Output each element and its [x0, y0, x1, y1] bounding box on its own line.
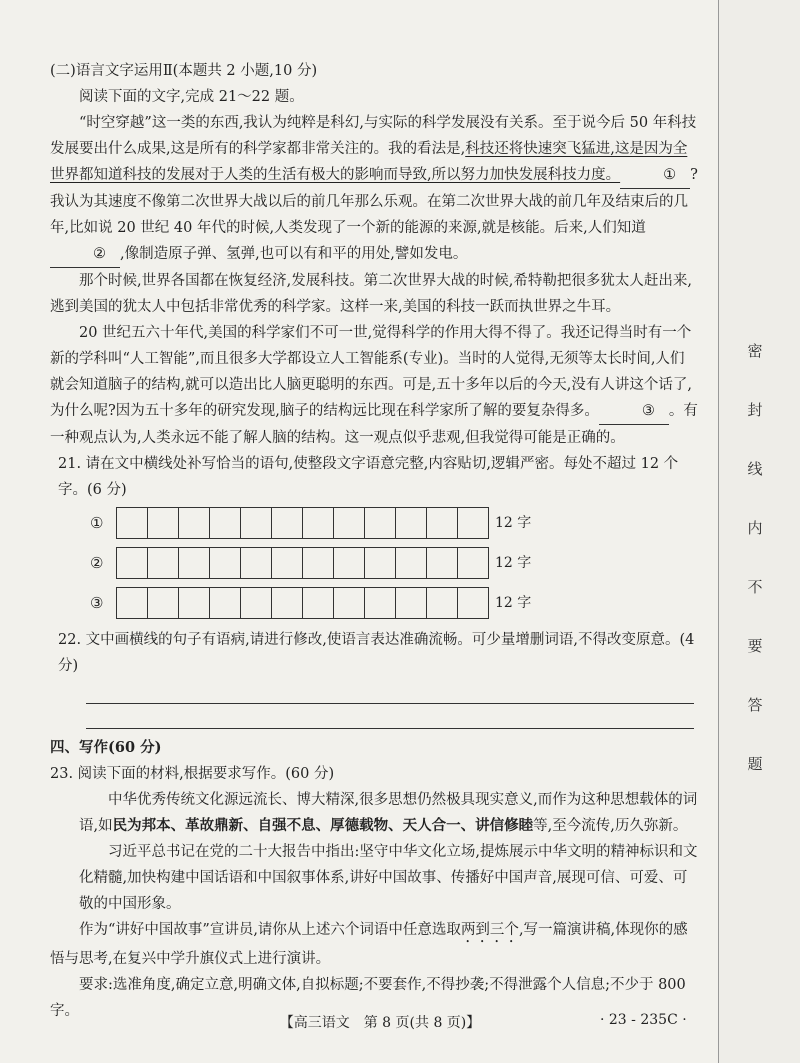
- material-paragraph-2: 习近平总书记在党的二十大报告中指出:坚守中华文化立场,提炼展示中华文明的精神标识和文化精髓,加快构建中国话语和中国叙事体系,讲好中国故事、传播好中国声音,展现可信、可爱、可敬的中国形象。: [79, 844, 698, 912]
- seal-char: 密: [747, 342, 763, 360]
- blank-2: ②: [50, 241, 120, 268]
- seal-char: 题: [747, 755, 763, 773]
- question-21: 21. 请在文中横线处补写恰当的语句,使整段文字语意完整,内容贴切,逻辑严密。每处不超过 12 个字。(6 分): [58, 456, 679, 498]
- bold-phrases: 民为邦本、革故鼎新、自强不息、厚德载物、天人合一、讲信修睦: [112, 817, 534, 834]
- char-limit: 12 字: [495, 595, 532, 611]
- answer-grid[interactable]: [116, 587, 489, 619]
- seal-char: 答: [747, 696, 763, 714]
- material-paragraph-1: 中华优秀传统文化源远流长、博大精深,很多思想仍然极具现实意义,而作为这种思想载体的词语,如民为邦本、革故鼎新、自强不息、厚德载物、天人合一、讲信修睦等,至今流传,历久弥新。: [79, 792, 698, 834]
- blank-3: ③: [599, 398, 669, 425]
- seal-char: 内: [747, 519, 763, 537]
- task-paragraph: 作为“讲好中国故事”宣讲员,请你从上述六个词语中任意选取两到三个,写一篇演讲稿,体现你的感悟与思考,在复兴中学升旗仪式上进行演讲。: [50, 922, 688, 967]
- seal-char: 要: [747, 637, 763, 655]
- row-number: ③: [90, 594, 104, 612]
- passage-paragraph-3: 20 世纪五六十年代,美国的科学家们不可一世,觉得科学的作用大得不得了。我还记得当时有一个新的学科叫“人工智能”,而且很多大学都设立人工智能系(专业)。当时的人觉得,无须等太长时间,人们就会知道脑子的结构,就可以造出比人脑更聪明的东西。可是,五十多年以后的今天,没有人讲这个话了,为什么呢?因为五十多年的研究发现,脑子的结构远比现在科学家所了解的要复杂得多。 ③ 。有一种观点认为,人类永远不能了解人脑的结构。这一观点似乎悲观,但我觉得可能是正确的。: [50, 325, 698, 446]
- answer-grid-row-2[interactable]: [90, 547, 698, 579]
- answer-grid[interactable]: [116, 547, 489, 579]
- row-number: ②: [90, 554, 104, 572]
- seal-char: 不: [747, 578, 763, 596]
- seal-char: 线: [747, 460, 763, 478]
- exam-code: · 23 - 235C ·: [600, 1012, 687, 1028]
- char-limit: 12 字: [495, 515, 532, 531]
- passage-paragraph-1: “时空穿越”这一类的东西,我认为纯粹是科幻,与实际的科学发展没有关系。至于说今后 50 年科技发展要出什么成果,这是所有的科学家都非常关注的。我的看法是,科技还将快速突飞猛进,这是因为全世界都知道科技的发展对于人类的生活有极大的影响而导致,所以努力加快发展科技力度。 ① ?我认为其速度不像第二次世界大战以后的前几年那么乐观。在第二次世界大战的前几年及结束后的几年,比如说 20 世纪 40 年代的时候,人类发现了一个新的能源的来源,就是核能。后来,人们知道② ,像制造原子弹、氢弹,也可以有和平的用处,譬如发电。: [50, 110, 698, 268]
- passage-paragraph-2: 那个时候,世界各国都在恢复经济,发展科技。第二次世界大战的时候,希特勒把很多犹太人赶出来,逃到美国的犹太人中包括非常优秀的科学家。这样一来,美国的科技一跃而执世界之牛耳。: [50, 273, 692, 315]
- question-23: 23. 阅读下面的材料,根据要求写作。(60 分): [50, 766, 335, 782]
- requirements: 要求:选准角度,确定立意,明确文体,自拟标题;不要套作,不得抄袭;不得泄露个人信息;不少于 800 字。: [50, 977, 686, 1019]
- underlined-sentence: 科技还将快速突飞猛进,这是因为全世界都知道科技的发展对于人类的生活有极大的影响而导致,所以努力加快发展科技力度。: [50, 141, 688, 183]
- answer-line-2[interactable]: [86, 704, 694, 729]
- page-number: 【高三语文 第 8 页(共 8 页)】: [279, 1015, 481, 1031]
- question-22: 22. 文中画横线的句子有语病,请进行修改,使语言表达准确流畅。可少量增删词语,不得改变原意。(4 分): [58, 632, 695, 674]
- char-limit: 12 字: [495, 555, 532, 571]
- writing-section-heading: 四、写作(60 分): [50, 739, 162, 756]
- blank-1: ①: [620, 162, 690, 189]
- answer-line-1[interactable]: [86, 679, 694, 704]
- answer-grid-row-3[interactable]: [90, 587, 698, 619]
- page-content: [50, 58, 698, 1024]
- seal-line-notice: [740, 340, 770, 774]
- reading-intro: 阅读下面的文字,完成 21～22 题。: [79, 89, 304, 105]
- answer-grid[interactable]: [116, 507, 489, 539]
- row-number: ①: [90, 514, 104, 532]
- seal-char: 封: [747, 401, 763, 419]
- section-heading: (二)语言文字运用Ⅱ(本题共 2 小题,10 分): [50, 63, 318, 79]
- answer-grid-row-1[interactable]: [90, 507, 698, 539]
- emphasized-phrase: 两到三个: [460, 922, 519, 938]
